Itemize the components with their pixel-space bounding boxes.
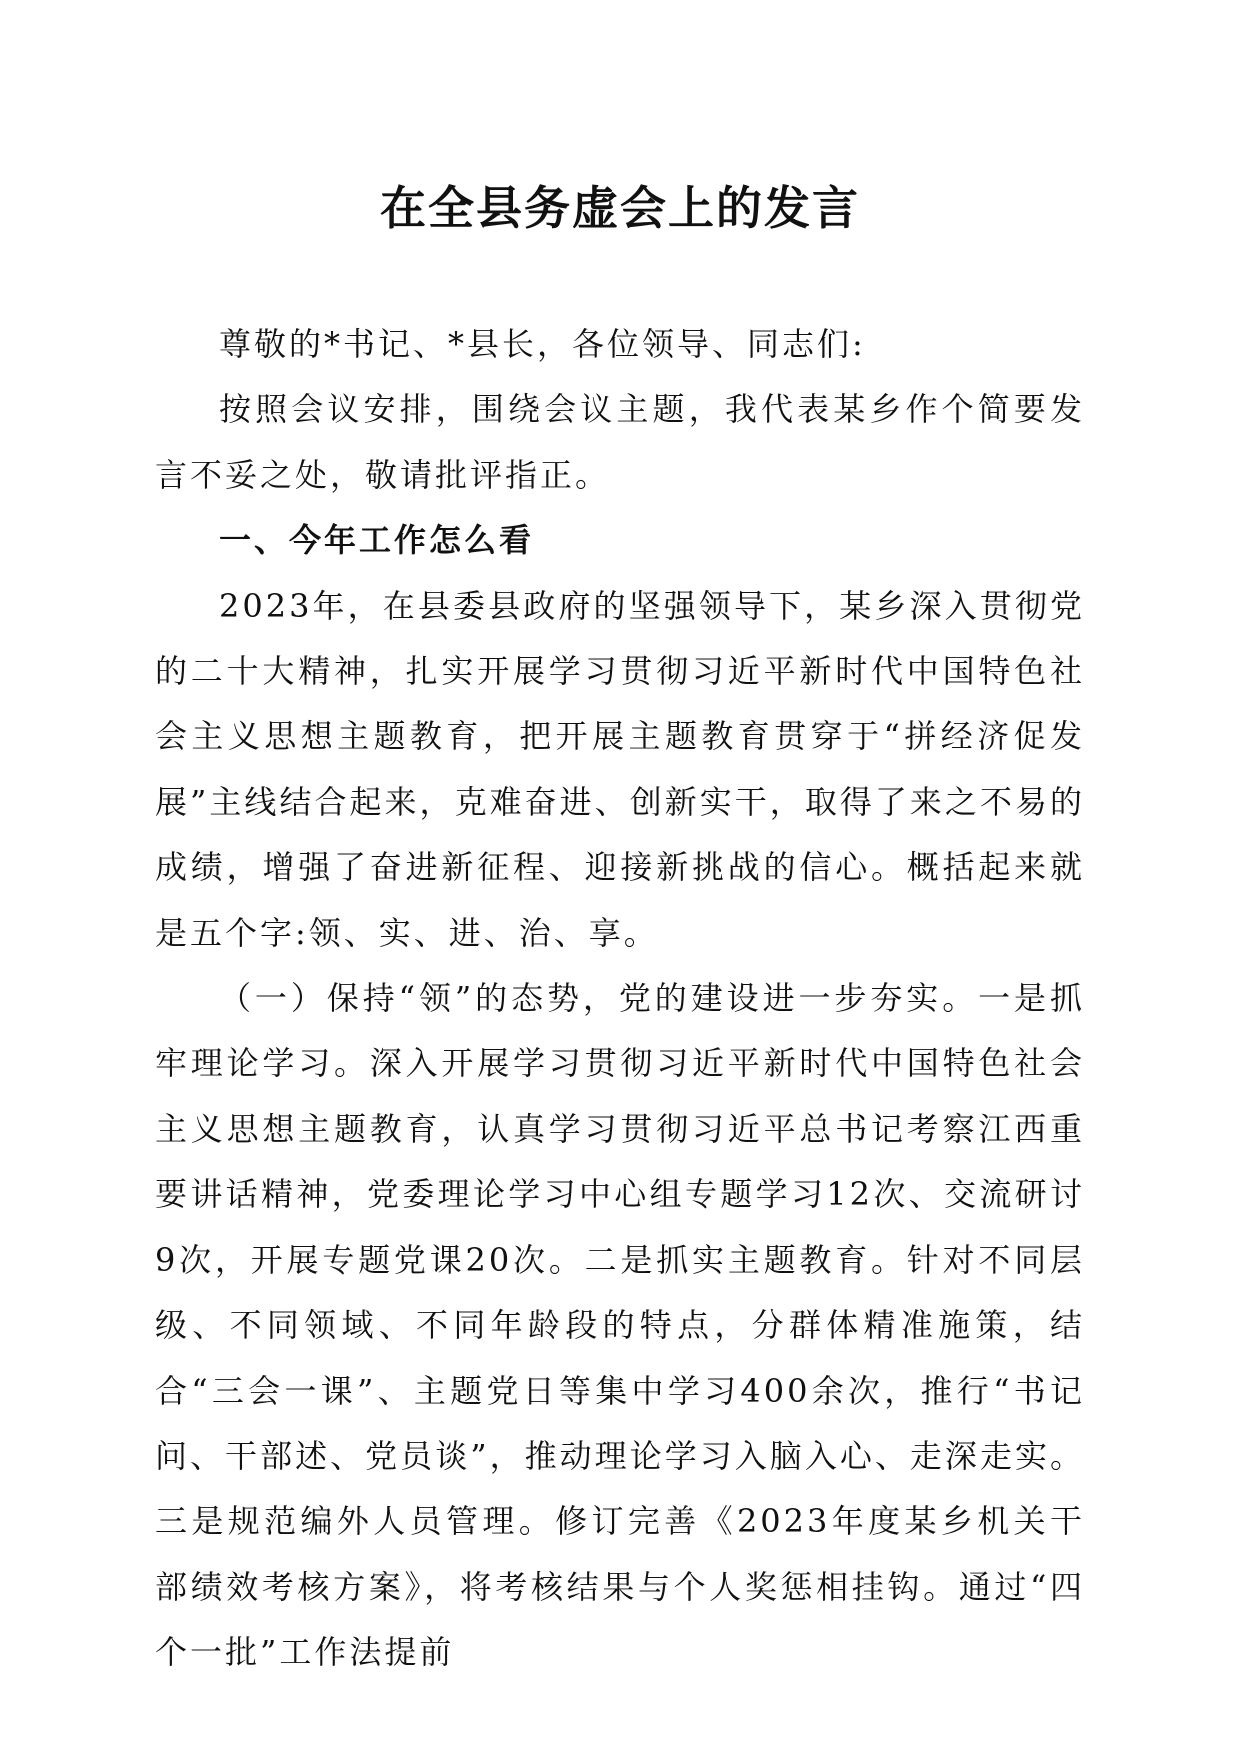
intro-paragraph: 按照会议安排，围绕会议主题，我代表某乡作个简要发言不妥之处，敬请批评指正。 [155, 390, 1085, 494]
subsection-paragraph: （一）保持“领”的态势，党的建设进一步夯实。一是抓牢理论学习。深入开展学习贯彻习近平新时代中国特色社会主义思想主题教育，认真学习贯彻习近平总书记考察江西重要讲话精神，党委理论学习中心组专题学习12次、交流研讨9次，开展专题党课20次。二是抓实主题教育。针对不同层级、不同领域、不同年龄段的特点，分群体精准施策，结合“三会一课”、主题党日等集中学习400余次，推行“书记问、干部述、党员谈”，推动理论学习入脑入心、走深走实。三是规范编外人员管理。修订完善《2023年度某乡机关干部绩效考核方案》，将考核结果与个人奖惩相挂钩。通过“四个一批”工作法提前 [155, 979, 1085, 1672]
section-heading: 一、今年工作怎么看 [219, 521, 535, 560]
document-body [155, 312, 1085, 1686]
salutation: 尊敬的*书记、*县长，各位领导、同志们: [219, 325, 866, 363]
document-title: 在全县务虚会上的发言 [380, 181, 860, 235]
section-paragraph: 2023年，在县委县政府的坚强领导下，某乡深入贯彻党的二十大精神，扎实开展学习贯彻习近平新时代中国特色社会主义思想主题教育，把开展主题教育贯穿于“拼经济促发展”主线结合起来，克难奋进、创新实干，取得了来之不易的成绩，增强了奋进新征程、迎接新挑战的信心。概括起来就是五个字:领、实、进、治、享。 [155, 586, 1085, 952]
